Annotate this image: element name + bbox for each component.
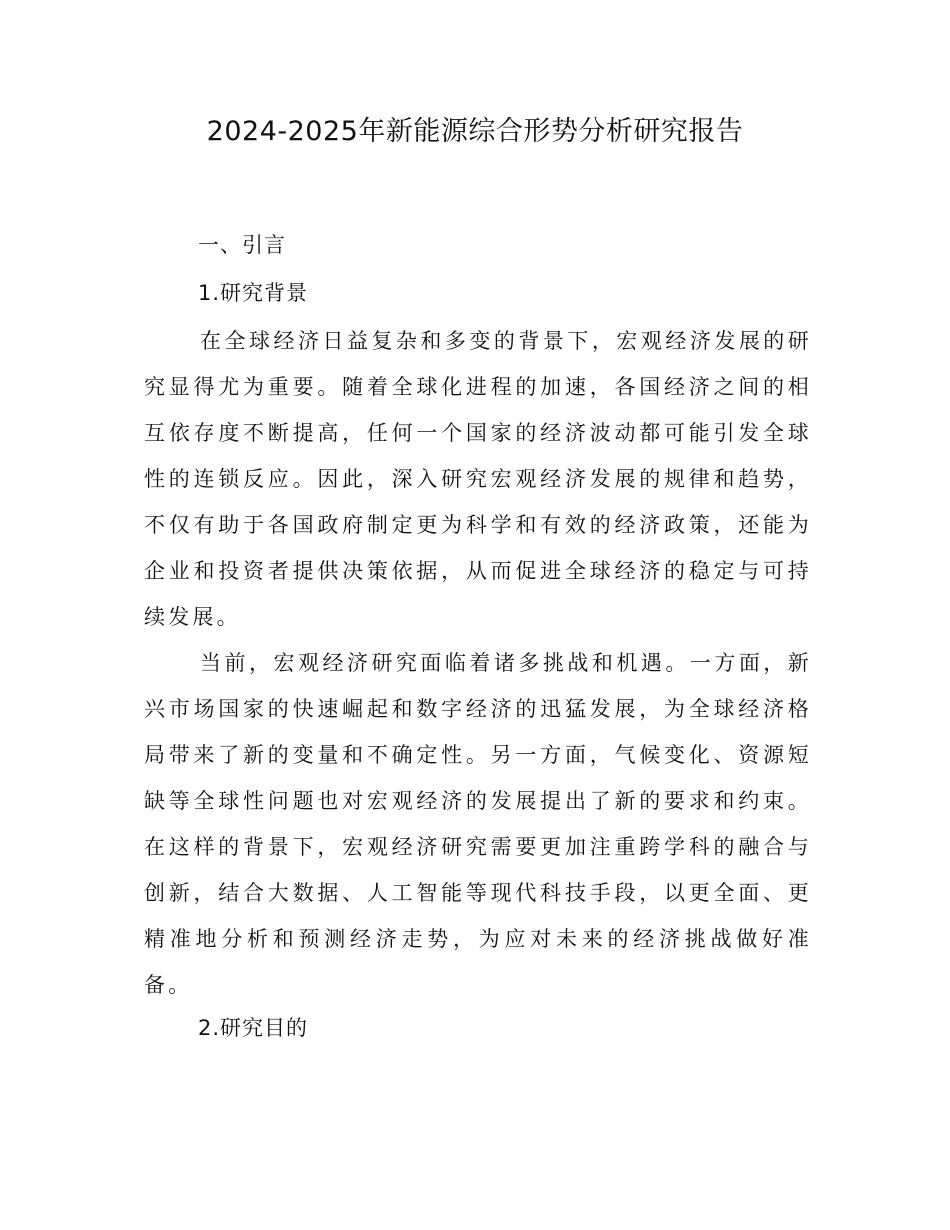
subsection-heading-research-background: 1.研究背景: [198, 281, 309, 305]
section-heading-introduction: 一、引言: [198, 233, 286, 257]
body-paragraph-2: 当前，宏观经济研究面临着诸多挑战和机遇。一方面，新兴市场国家的快速崛起和数字经济的迅猛发展，为全球经济格局带来了新的变量和不确定性。另一方面，气候变化、资源短缺等全球性问题也对宏观经济的发展提出了新的要求和约束。在这样的背景下，宏观经济研究需要更加注重跨学科的融合与创新，结合大数据、人工智能等现代科技手段，以更全面、更精准地分析和预测经济走势，为应对未来的经济挑战做好准备。: [144, 651, 812, 997]
document-title: 2024-2025年新能源综合形势分析研究报告: [206, 116, 744, 147]
subsection-heading-research-purpose: 2.研究目的: [198, 1016, 309, 1040]
body-paragraph-1: 在全球经济日益复杂和多变的背景下，宏观经济发展的研究显得尤为重要。随着全球化进程的加速，各国经济之间的相互依存度不断提高，任何一个国家的经济波动都可能引发全球性的连锁反应。因此，深入研究宏观经济发展的规律和趋势，不仅有助于各国政府制定更为科学和有效的经济政策，还能为企业和投资者提供决策依据，从而促进全球经济的稳定与可持续发展。: [144, 329, 812, 629]
